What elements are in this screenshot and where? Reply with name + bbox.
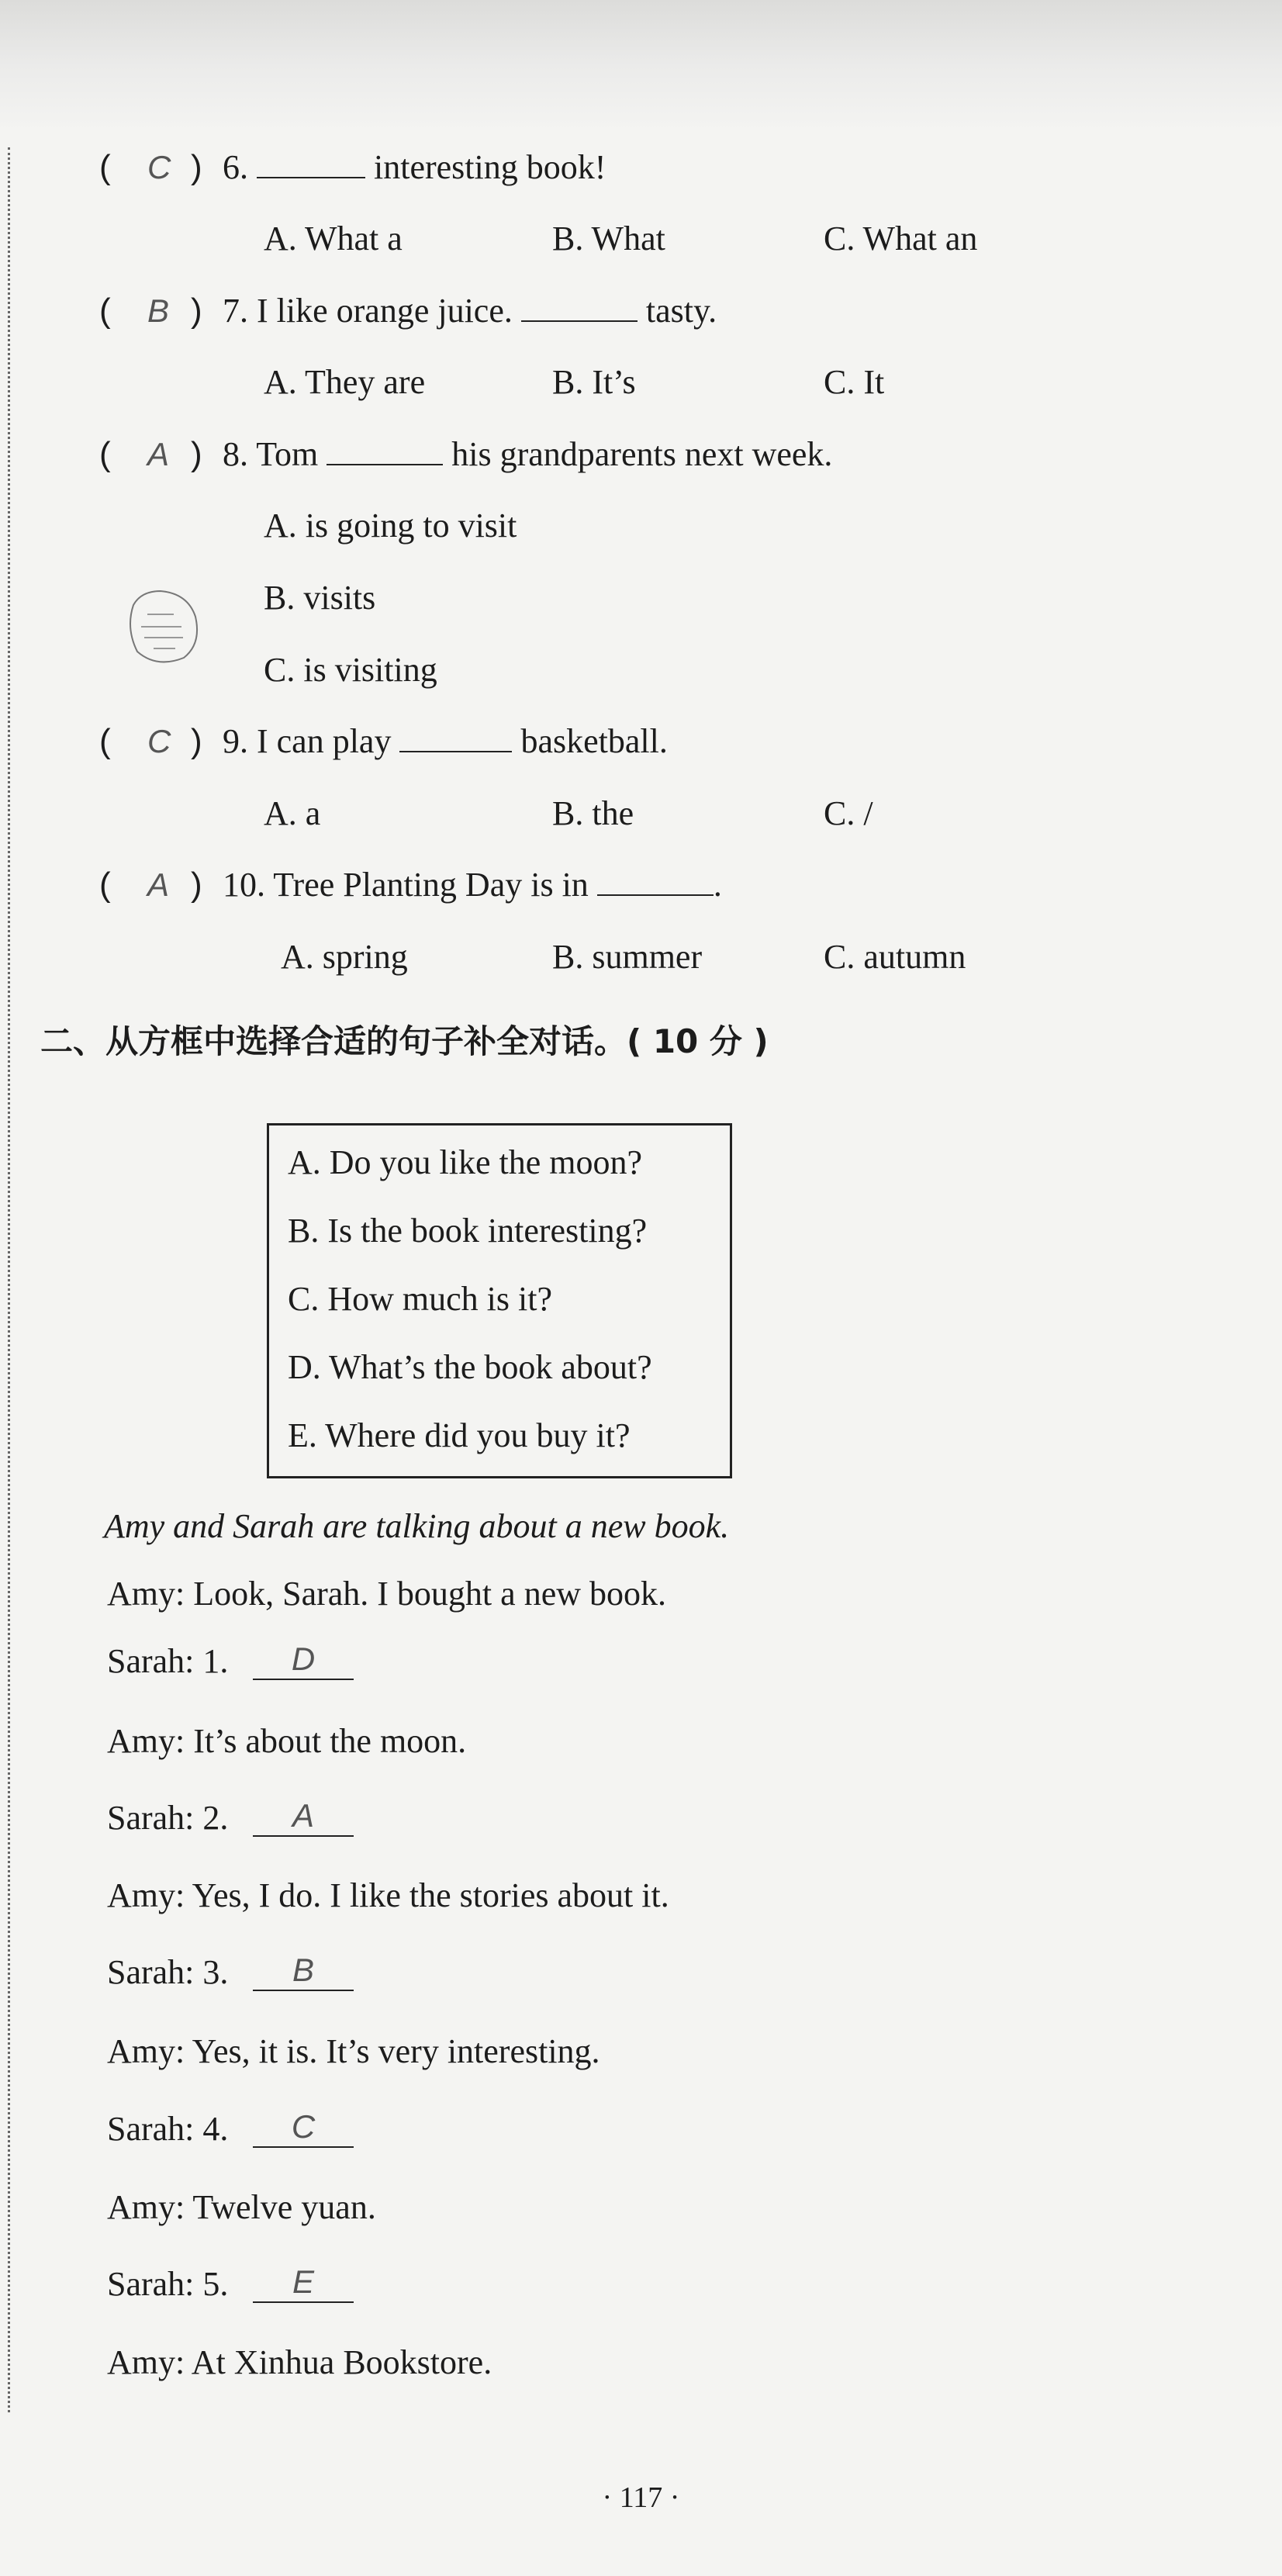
paren-close: ) — [191, 435, 202, 473]
option-a: A. a — [264, 794, 321, 832]
option-a: A. They are — [264, 363, 426, 401]
answer-blank — [327, 434, 443, 465]
box-sentence-a: A. Do you like the moon? — [288, 1143, 643, 1181]
page-number: · 117 · — [602, 2481, 680, 2514]
question-number: 9. — [223, 722, 248, 760]
option-b: B. summer — [552, 938, 703, 976]
dialogue-line: Amy: Yes, it is. It’s very interesting. — [107, 2032, 600, 2070]
question-before: Tom — [256, 435, 327, 473]
paren-open: ( — [99, 866, 111, 904]
option-a: A. What a — [264, 220, 403, 258]
question-after: tasty. — [637, 292, 717, 330]
stamp-icon — [118, 582, 207, 671]
question-after: basketball. — [512, 722, 668, 760]
question-before: Tree Planting Day is in — [273, 866, 597, 904]
option-c: C. What an — [824, 220, 978, 258]
question-text — [223, 289, 717, 333]
box-sentence-d: D. What’s the book about? — [288, 1348, 652, 1386]
question-text — [223, 433, 832, 476]
answer-blank — [521, 291, 638, 322]
option-b: B. It’s — [552, 363, 636, 401]
dialogue-answer-4: C — [253, 2107, 354, 2148]
paren-open: ( — [99, 722, 111, 760]
page-top-shadow — [0, 0, 1282, 132]
dialogue-intro: Amy and Sarah are talking about a new book. — [104, 1507, 730, 1545]
question-after: . — [713, 866, 722, 904]
dialogue-line: Amy: Look, Sarah. I bought a new book. — [107, 1575, 666, 1613]
answer-blank — [399, 721, 512, 752]
answer-blank — [597, 865, 714, 896]
dialogue-line: Amy: Yes, I do. I like the stories about it. — [107, 1876, 669, 1914]
answer-7: B — [147, 292, 170, 329]
paren-close: ) — [191, 148, 202, 186]
box-sentence-e: E. Where did you buy it? — [288, 1416, 631, 1454]
box-sentence-b: B. Is the book interesting? — [288, 1212, 648, 1250]
dialogue-line: Amy: Twelve yuan. — [107, 2188, 376, 2226]
question-number: 10. — [223, 866, 265, 904]
option-a: A. is going to visit — [264, 507, 517, 545]
dialogue-line: Sarah: 2. — [107, 1799, 229, 1837]
paren-close: ) — [191, 722, 202, 760]
paren-close: ) — [191, 292, 202, 330]
dialogue-answer-1: D — [253, 1640, 354, 1680]
option-b: B. What — [552, 220, 665, 258]
dialogue-line: Sarah: 5. — [107, 2265, 229, 2303]
dialogue-answer-5: E — [253, 2263, 354, 2303]
paren-open: ( — [99, 148, 111, 186]
paren-open: ( — [99, 292, 111, 330]
question-text — [223, 863, 722, 907]
option-c: C. / — [824, 794, 873, 832]
box-sentence-c: C. How much is it? — [288, 1280, 552, 1318]
dialogue-answer-3: B — [253, 1951, 354, 1991]
binding-dotted-line — [8, 147, 10, 2412]
answer-9: C — [147, 723, 171, 759]
paren-open: ( — [99, 435, 111, 473]
question-text — [223, 146, 606, 189]
option-b: B. visits — [264, 579, 376, 617]
dialogue-answer-2: A — [253, 1796, 354, 1837]
answer-6: C — [147, 149, 171, 185]
question-number: 6. — [223, 148, 248, 186]
dialogue-line: Sarah: 1. — [107, 1642, 229, 1680]
paren-close: ) — [191, 866, 202, 904]
question-before: I like orange juice. — [257, 292, 521, 330]
dialogue-line: Amy: At Xinhua Bookstore. — [107, 2343, 492, 2381]
question-text — [223, 720, 668, 763]
answer-blank — [257, 147, 365, 178]
option-c: C. It — [824, 363, 885, 401]
option-c: C. autumn — [824, 938, 966, 976]
option-b: B. the — [552, 794, 634, 832]
answer-10: A — [147, 866, 170, 903]
option-a: A. spring — [281, 938, 408, 976]
dialogue-line: Sarah: 4. — [107, 2110, 229, 2148]
section-heading: 二、从方框中选择合适的句子补全对话。( 10 分 ) — [40, 1022, 769, 1060]
question-after: his grandparents next week. — [443, 435, 833, 473]
question-after: interesting book! — [365, 148, 606, 186]
question-number: 8. — [223, 435, 248, 473]
dialogue-line: Amy: It’s about the moon. — [107, 1722, 467, 1760]
option-c: C. is visiting — [264, 651, 437, 689]
answer-8: A — [147, 436, 170, 472]
question-number: 7. — [223, 292, 248, 330]
question-before: I can play — [257, 722, 400, 760]
dialogue-line: Sarah: 3. — [107, 1953, 229, 1991]
sentence-box — [267, 1123, 732, 1478]
